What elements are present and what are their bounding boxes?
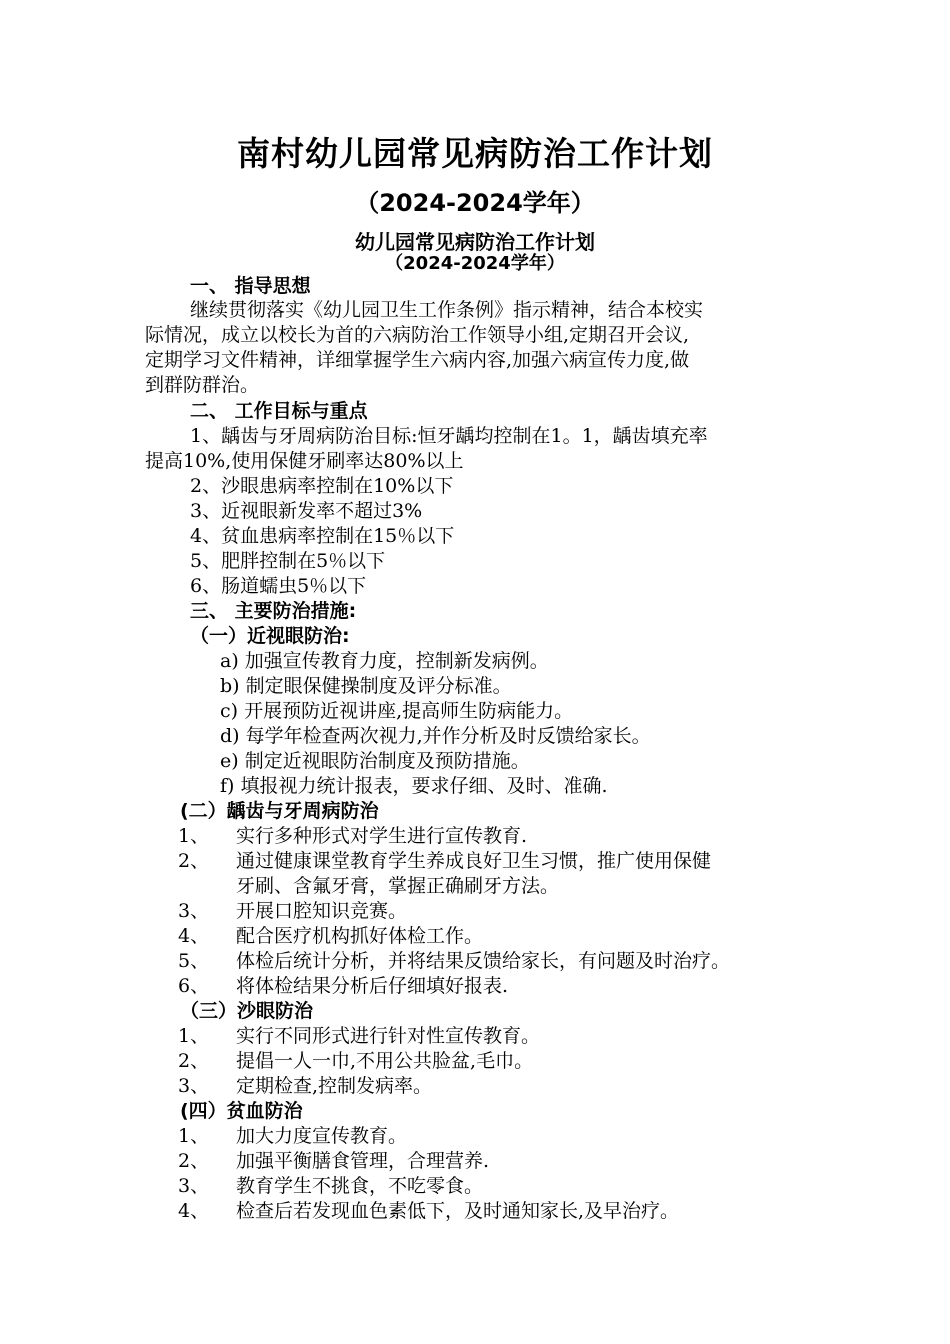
subsection-heading-myopia: （一）近视眼防治: bbox=[190, 625, 350, 647]
myopia-item: e) 制定近视眼防治制度及预防措施。 bbox=[220, 750, 530, 772]
school-year-large: （2024-2024学年） bbox=[355, 189, 595, 217]
paragraph-line: 继续贯彻落实《幼儿园卫生工作条例》指示精神，结合本校实 bbox=[190, 299, 704, 321]
myopia-item: f) 填报视力统计报表，要求仔细、及时、准确. bbox=[220, 775, 608, 797]
myopia-item: c) 开展预防近视讲座,提高师生防病能力。 bbox=[220, 700, 574, 722]
section-heading-goals: 二、 工作目标与重点 bbox=[190, 400, 368, 422]
goal-item: 5、肥胖控制在5％以下 bbox=[190, 550, 386, 572]
dental-item: 牙刷、含氟牙膏，掌握正确刷牙方法。 bbox=[236, 875, 560, 897]
goal-item: 3、近视眼新发率不超过3% bbox=[190, 500, 423, 522]
list-number: 1、 bbox=[178, 1025, 210, 1047]
list-number: 4、 bbox=[178, 1200, 210, 1222]
trachoma-item: 提倡一人一巾,不用公共脸盆,毛巾。 bbox=[236, 1050, 534, 1072]
document-subtitle: 幼儿园常见病防治工作计划 bbox=[355, 230, 595, 254]
list-number: 2、 bbox=[178, 850, 210, 872]
dental-item: 开展口腔知识竞赛。 bbox=[236, 900, 408, 922]
dental-item: 体检后统计分析，并将结果反馈给家长，有问题及时治疗。 bbox=[236, 950, 731, 972]
goal-item: 1、龋齿与牙周病防治目标:恒牙龋均控制在1。1，龋齿填充率 bbox=[190, 425, 708, 447]
goal-item: 提高10%,使用保健牙刷率达80%以上 bbox=[145, 450, 464, 472]
list-number: 3、 bbox=[178, 1175, 210, 1197]
dental-item: 配合医疗机构抓好体检工作。 bbox=[236, 925, 484, 947]
list-number: 3、 bbox=[178, 1075, 210, 1097]
paragraph-line: 际情况，成立以校长为首的六病防治工作领导小组,定期召开会议, bbox=[145, 324, 690, 346]
dental-item: 通过健康课堂教育学生养成良好卫生习惯，推广使用保健 bbox=[236, 850, 712, 872]
goal-item: 6、肠道蠕虫5％以下 bbox=[190, 575, 367, 597]
subsection-heading-anemia: (四）贫血防治 bbox=[180, 1100, 303, 1122]
section-heading-guiding-thought: 一、 指导思想 bbox=[190, 275, 311, 297]
subsection-heading-dental: (二）龋齿与牙周病防治 bbox=[180, 800, 379, 822]
anemia-item: 教育学生不挑食，不吃零食。 bbox=[236, 1175, 484, 1197]
section-heading-measures: 三、 主要防治措施: bbox=[190, 600, 357, 622]
myopia-item: d) 每学年检查两次视力,并作分析及时反馈给家长。 bbox=[220, 725, 651, 747]
list-number: 1、 bbox=[178, 1125, 210, 1147]
list-number: 2、 bbox=[178, 1050, 210, 1072]
dental-item: 将体检结果分析后仔细填好报表. bbox=[236, 975, 509, 997]
trachoma-item: 实行不同形式进行针对性宣传教育。 bbox=[236, 1025, 541, 1047]
dental-item: 实行多种形式对学生进行宣传教育. bbox=[236, 825, 528, 847]
paragraph-line: 定期学习文件精神，详细掌握学生六病内容,加强六病宣传力度,做 bbox=[145, 349, 690, 371]
list-number: 4、 bbox=[178, 925, 210, 947]
myopia-item: a) 加强宣传教育力度，控制新发病例。 bbox=[220, 650, 549, 672]
subsection-heading-trachoma: （三）沙眼防治 bbox=[180, 1000, 314, 1022]
trachoma-item: 定期检查,控制发病率。 bbox=[236, 1075, 433, 1097]
goal-item: 4、贫血患病率控制在15％以下 bbox=[190, 525, 455, 547]
list-number: 1、 bbox=[178, 825, 210, 847]
anemia-item: 检查后若发现血色素低下，及时通知家长,及早治疗。 bbox=[236, 1200, 680, 1222]
school-year-small: （2024-2024学年） bbox=[385, 253, 565, 274]
document-title: 南村幼儿园常见病防治工作计划 bbox=[237, 134, 713, 173]
myopia-item: b) 制定眼保健操制度及评分标准。 bbox=[220, 675, 512, 697]
list-number: 5、 bbox=[178, 950, 210, 972]
paragraph-line: 到群防群治。 bbox=[145, 374, 260, 396]
anemia-item: 加大力度宣传教育。 bbox=[236, 1125, 408, 1147]
goal-item: 2、沙眼患病率控制在10%以下 bbox=[190, 475, 454, 497]
list-number: 3、 bbox=[178, 900, 210, 922]
list-number: 6、 bbox=[178, 975, 210, 997]
anemia-item: 加强平衡膳食管理，合理营养. bbox=[236, 1150, 490, 1172]
list-number: 2、 bbox=[178, 1150, 210, 1172]
